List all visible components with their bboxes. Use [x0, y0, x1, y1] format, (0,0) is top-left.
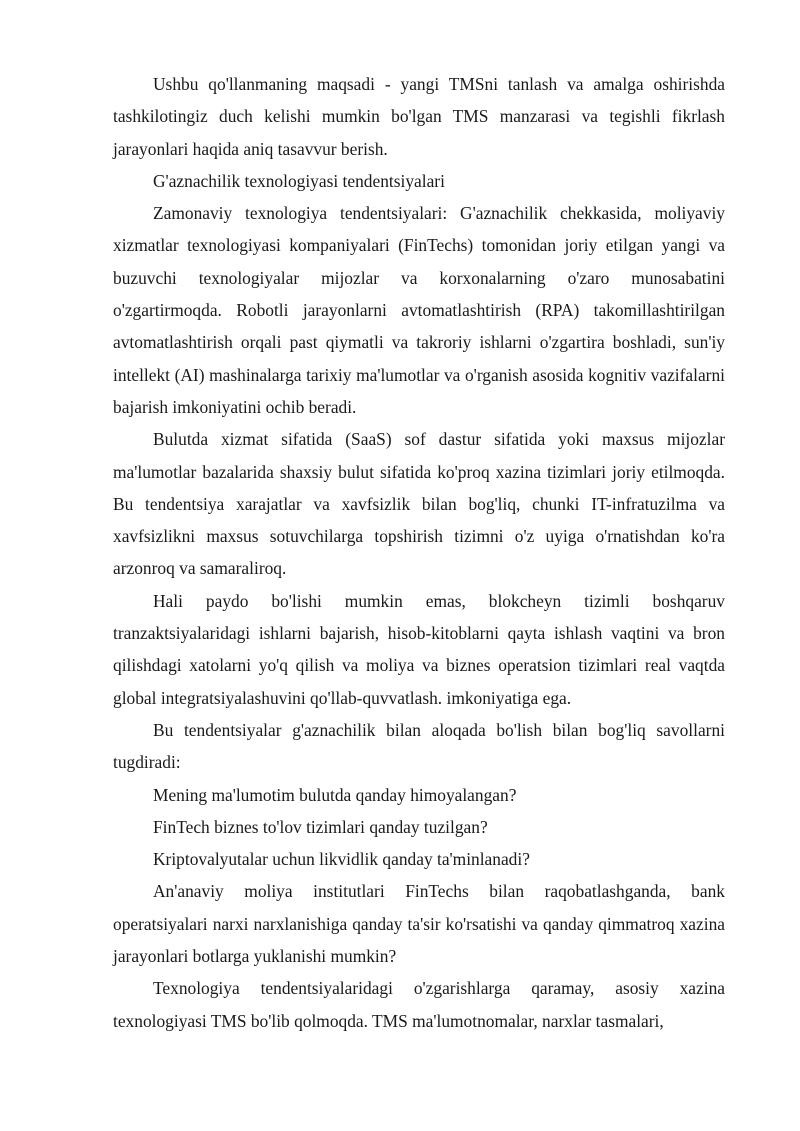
body-paragraph: An'anaviy moliya institutlari FinTechs bilan raqobatlashganda, bank operatsiyalari narxi narxlanishiga qanday ta'sir ko'rsatishi va qanday qimmatroq xazina jarayonlari botlarga yuklanishi mumkin? — [113, 881, 725, 967]
body-paragraph: Texnologiya tendentsiyalaridagi o'zgarishlarga qaramay, asosiy xazina texnologiyasi TMS bo'lib qolmoqda. TMS ma'lumotnomalar, narxlar tasmalari, — [113, 978, 725, 1031]
question-item: Mening ma'lumotim bulutda qanday himoyalangan? — [153, 784, 517, 805]
body-paragraph: Zamonaviy texnologiya tendentsiyalari: G'aznachilik chekkasida, moliyaviy xizmatlar texnologiyasi kompaniyalari (FinTechs) tomonidan joriy etilgan yangi va buzuvchi texnologiyalar mijozlar va korxonalarning o'zaro munosabatini o'zgartirmoqda. Robotli jarayonlarni avtomatlashtirish (RPA) takomillashtirilgan avtomatlashtirish orqali past qiymatli va takroriy ishlarni o'zgartira boshladi, sun'iy intellekt (AI) mashinalarga tarixiy ma'lumotlar va o'rganish asosida kognitiv vazifalarni bajarish imkoniyatini ochib beradi. — [113, 203, 725, 417]
body-paragraph: Hali paydo bo'lishi mumkin emas, blokcheyn tizimli boshqaruv tranzaktsiyalaridagi ishlarni bajarish, hisob-kitoblarni qayta ishlash vaqtini va bron qilishdagi xatolarni yo'q qilish va moliya va biznes operatsion tizimlari real vaqtda global integratsiyalashuvini qo'llab-quvvatlash. imkoniyatiga ega. — [113, 590, 725, 708]
document-page — [113, 68, 725, 1037]
section-heading: G'aznachilik texnologiyasi tendentsiyalari — [153, 170, 445, 191]
intro-paragraph: Ushbu qo'llanmaning maqsadi - yangi TMSni tanlash va amalga oshirishda tashkilotingiz duch kelishi mumkin bo'lgan TMS manzarasi va tegishli fikrlash jarayonlari haqida aniq tasavvur berish. — [113, 74, 725, 159]
body-paragraph: Bu tendentsiyalar g'aznachilik bilan aloqada bo'lish bilan bog'liq savollarni tugdiradi: — [113, 719, 725, 773]
question-item: Kriptovalyutalar uchun likvidlik qanday ta'minlanadi? — [153, 849, 530, 870]
body-paragraph: Bulutda xizmat sifatida (SaaS) sof dastur sifatida yoki maxsus mijozlar ma'lumotlar bazalarida shaxsiy bulut sifatida ko'proq xazina tizimlari joriy etilmoqda. Bu tendentsiya xarajatlar va xavfsizlik bilan bog'liq, chunki IT-infratuzilma va xavfsizlikni maxsus sotuvchilarga topshirish tizimni o'z uyiga o'rnatishdan ko'ra arzonroq va samaraliroq. — [113, 429, 725, 579]
question-item: FinTech biznes to'lov tizimlari qanday tuzilgan? — [153, 816, 488, 837]
